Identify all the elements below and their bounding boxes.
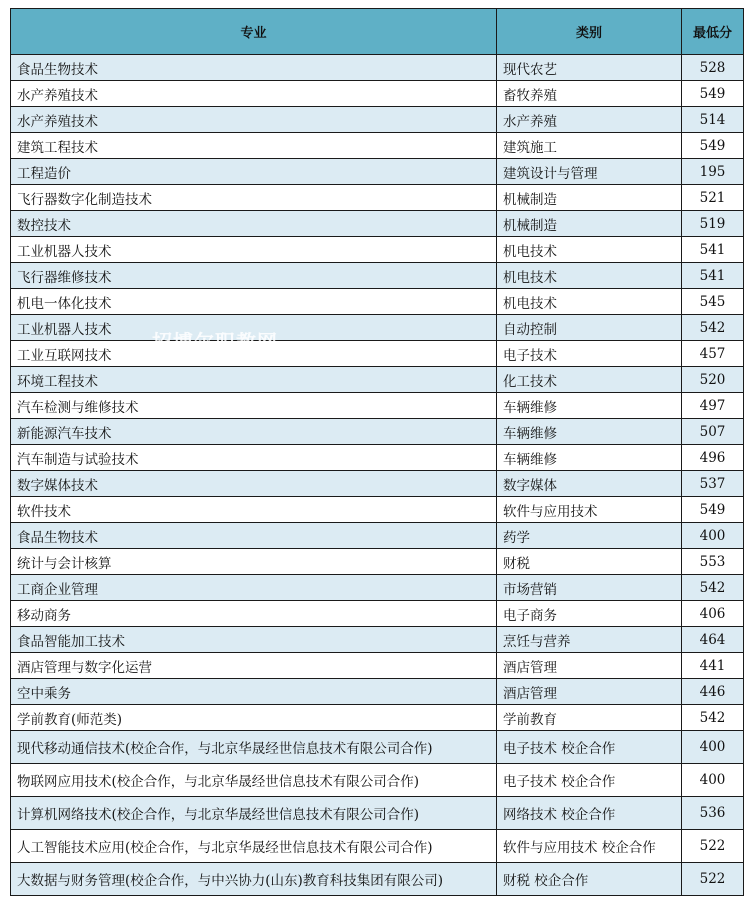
- cell-min-score: 400: [682, 523, 744, 549]
- cell-major: 现代移动通信技术(校企合作，与北京华晟经世信息技术有限公司合作): [11, 731, 497, 764]
- cell-min-score: 522: [682, 863, 744, 896]
- table-row: [11, 575, 744, 601]
- cell-category: 药学: [497, 523, 682, 549]
- cell-category: 财税: [497, 549, 682, 575]
- cell-min-score: 406: [682, 601, 744, 627]
- cell-category: 电子技术: [497, 341, 682, 367]
- table-row: [11, 830, 744, 863]
- cell-category: 机械制造: [497, 185, 682, 211]
- cell-min-score: 446: [682, 679, 744, 705]
- cell-major: 食品生物技术: [11, 523, 497, 549]
- cell-min-score: 549: [682, 133, 744, 159]
- cell-min-score: 542: [682, 705, 744, 731]
- table-row: [11, 55, 744, 81]
- cell-min-score: 521: [682, 185, 744, 211]
- table-row: [11, 315, 744, 341]
- header-category: 类别: [497, 9, 682, 55]
- cell-major: 数字媒体技术: [11, 471, 497, 497]
- cell-category: 建筑设计与管理: [497, 159, 682, 185]
- cell-min-score: 497: [682, 393, 744, 419]
- cell-min-score: 542: [682, 575, 744, 601]
- cell-category: 软件与应用技术: [497, 497, 682, 523]
- cell-major: 人工智能技术应用(校企合作，与北京华晟经世信息技术有限公司合作): [11, 830, 497, 863]
- cell-major: 飞行器数字化制造技术: [11, 185, 497, 211]
- table-row: [11, 523, 744, 549]
- cell-category: 车辆维修: [497, 445, 682, 471]
- cell-major: 酒店管理与数字化运营: [11, 653, 497, 679]
- cell-major: 工程造价: [11, 159, 497, 185]
- table-row: [11, 419, 744, 445]
- cell-category: 数字媒体: [497, 471, 682, 497]
- table-row: [11, 341, 744, 367]
- cell-category: 建筑施工: [497, 133, 682, 159]
- cell-major: 软件技术: [11, 497, 497, 523]
- cell-major: 食品生物技术: [11, 55, 497, 81]
- table-row: [11, 601, 744, 627]
- cell-min-score: 520: [682, 367, 744, 393]
- cell-major: 大数据与财务管理(校企合作，与中兴协力(山东)教育科技集团有限公司): [11, 863, 497, 896]
- cell-major: 汽车制造与试验技术: [11, 445, 497, 471]
- admission-score-table: [10, 8, 744, 896]
- cell-major: 水产养殖技术: [11, 107, 497, 133]
- cell-min-score: 522: [682, 830, 744, 863]
- cell-category: 电子商务: [497, 601, 682, 627]
- cell-category: 畜牧养殖: [497, 81, 682, 107]
- cell-major: 环境工程技术: [11, 367, 497, 393]
- table-header-row: [11, 9, 744, 55]
- cell-category: 自动控制: [497, 315, 682, 341]
- header-min-score: 最低分: [682, 9, 744, 55]
- header-major: 专业: [11, 9, 497, 55]
- cell-category: 机电技术: [497, 237, 682, 263]
- cell-major: 工业机器人技术: [11, 315, 497, 341]
- cell-min-score: 537: [682, 471, 744, 497]
- table-row: [11, 705, 744, 731]
- cell-category: 机电技术: [497, 289, 682, 315]
- cell-major: 汽车检测与维修技术: [11, 393, 497, 419]
- cell-major: 食品智能加工技术: [11, 627, 497, 653]
- cell-major: 工商企业管理: [11, 575, 497, 601]
- cell-min-score: 553: [682, 549, 744, 575]
- table-row: [11, 237, 744, 263]
- table-body: [11, 55, 744, 896]
- table-row: [11, 81, 744, 107]
- cell-major: 工业机器人技术: [11, 237, 497, 263]
- cell-major: 建筑工程技术: [11, 133, 497, 159]
- cell-category: 水产养殖: [497, 107, 682, 133]
- cell-category: 车辆维修: [497, 419, 682, 445]
- table-row: [11, 627, 744, 653]
- cell-min-score: 542: [682, 315, 744, 341]
- cell-major: 新能源汽车技术: [11, 419, 497, 445]
- table-row: [11, 679, 744, 705]
- cell-major: 数控技术: [11, 211, 497, 237]
- cell-category: 软件与应用技术 校企合作: [497, 830, 682, 863]
- cell-min-score: 549: [682, 497, 744, 523]
- cell-min-score: 441: [682, 653, 744, 679]
- table-row: [11, 263, 744, 289]
- table-row: [11, 133, 744, 159]
- table-row: [11, 107, 744, 133]
- table-row: [11, 289, 744, 315]
- table-row: [11, 764, 744, 797]
- cell-major: 物联网应用技术(校企合作，与北京华晟经世信息技术有限公司合作): [11, 764, 497, 797]
- cell-major: 机电一体化技术: [11, 289, 497, 315]
- cell-category: 财税 校企合作: [497, 863, 682, 896]
- cell-category: 市场营销: [497, 575, 682, 601]
- cell-category: 电子技术 校企合作: [497, 764, 682, 797]
- cell-category: 现代农艺: [497, 55, 682, 81]
- cell-min-score: 549: [682, 81, 744, 107]
- cell-category: 网络技术 校企合作: [497, 797, 682, 830]
- table-row: [11, 211, 744, 237]
- cell-min-score: 541: [682, 263, 744, 289]
- table-row: [11, 797, 744, 830]
- cell-category: 酒店管理: [497, 679, 682, 705]
- table-row: [11, 393, 744, 419]
- cell-category: 电子技术 校企合作: [497, 731, 682, 764]
- cell-min-score: 528: [682, 55, 744, 81]
- table-row: [11, 731, 744, 764]
- cell-category: 酒店管理: [497, 653, 682, 679]
- cell-major: 统计与会计核算: [11, 549, 497, 575]
- cell-category: 机电技术: [497, 263, 682, 289]
- table-row: [11, 653, 744, 679]
- cell-min-score: 541: [682, 237, 744, 263]
- cell-major: 空中乘务: [11, 679, 497, 705]
- cell-min-score: 400: [682, 731, 744, 764]
- cell-min-score: 496: [682, 445, 744, 471]
- cell-category: 机械制造: [497, 211, 682, 237]
- cell-major: 飞行器维修技术: [11, 263, 497, 289]
- cell-min-score: 195: [682, 159, 744, 185]
- cell-category: 烹饪与营养: [497, 627, 682, 653]
- cell-major: 移动商务: [11, 601, 497, 627]
- cell-category: 学前教育: [497, 705, 682, 731]
- cell-major: 学前教育(师范类): [11, 705, 497, 731]
- cell-major: 工业互联网技术: [11, 341, 497, 367]
- watermark-text: 招博尔职教网: [152, 330, 278, 354]
- table-row: [11, 367, 744, 393]
- cell-min-score: 464: [682, 627, 744, 653]
- table-row: [11, 445, 744, 471]
- table-row: [11, 863, 744, 896]
- table-row: [11, 549, 744, 575]
- cell-min-score: 536: [682, 797, 744, 830]
- table-row: [11, 185, 744, 211]
- cell-min-score: 545: [682, 289, 744, 315]
- cell-category: 化工技术: [497, 367, 682, 393]
- table-row: [11, 159, 744, 185]
- cell-major: 计算机网络技术(校企合作，与北京华晟经世信息技术有限公司合作): [11, 797, 497, 830]
- cell-min-score: 457: [682, 341, 744, 367]
- cell-min-score: 400: [682, 764, 744, 797]
- cell-min-score: 519: [682, 211, 744, 237]
- table-row: [11, 471, 744, 497]
- cell-min-score: 507: [682, 419, 744, 445]
- table-row: [11, 497, 744, 523]
- cell-major: 水产养殖技术: [11, 81, 497, 107]
- cell-min-score: 514: [682, 107, 744, 133]
- cell-category: 车辆维修: [497, 393, 682, 419]
